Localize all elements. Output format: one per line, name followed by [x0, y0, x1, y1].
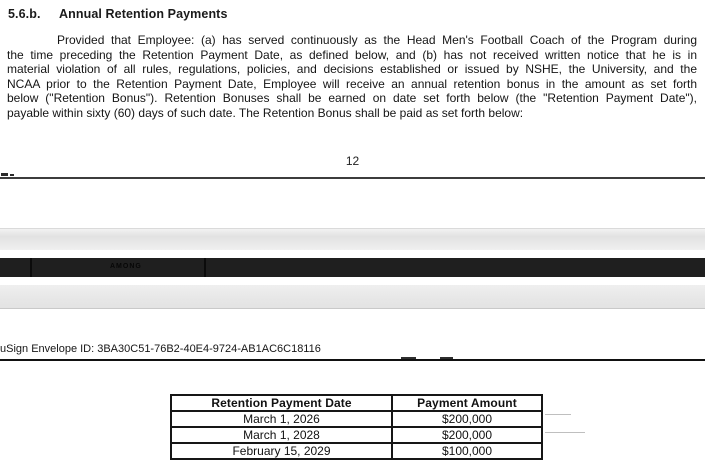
scan-edge-mark [10, 174, 14, 176]
page-bottom-rule [0, 177, 705, 179]
table-cell-date: March 1, 2026 [171, 411, 392, 427]
scan-speckle [545, 414, 571, 415]
table-header-row [171, 395, 542, 411]
table-cell-amount: $200,000 [392, 411, 542, 427]
table-row [171, 411, 542, 427]
section-heading [8, 7, 228, 21]
paragraph-line: payable within sixty (60) days of such date. The Retention Bonus shall be paid as set forth below: [7, 105, 524, 120]
table-cell-amount: $100,000 [392, 443, 542, 459]
table-row [171, 443, 542, 459]
table-header-retention-payment-date: Retention Payment Date [171, 395, 392, 411]
paragraph-line: below ("Retention Bonus"). Retention Bonuses shall be earned on date set forth below (the "Retention Payment Date"), [7, 91, 697, 106]
table-header-payment-amount: Payment Amount [392, 395, 542, 411]
scan-speckle [545, 432, 585, 433]
page-number: 12 [345, 154, 360, 168]
redaction-bar-divider [30, 258, 32, 277]
table-row [171, 427, 542, 443]
paragraph-line: NCAA prior to the Retention Payment Date, Employee will receive an annual retention bonus in the amount as set forth [7, 76, 697, 91]
retention-payments-table [170, 394, 543, 460]
redaction-bar-divider [204, 258, 206, 277]
scan-gray-band-bottom [0, 285, 705, 309]
scan-edge-mark [1, 173, 8, 176]
paragraph-line: the time preceding the Retention Payment Date, as defined below, and (b) has not received written notice that he is in [7, 47, 697, 62]
paragraph-line: Provided that Employee: (a) has served continuously as the Head Men's Football Coach of the Program during [57, 33, 697, 47]
section-title: Annual Retention Payments [59, 7, 228, 21]
table-cell-date: March 1, 2028 [171, 427, 392, 443]
table-cell-date: February 15, 2029 [171, 443, 392, 459]
paragraph-line: material violation of all rules, regulations, policies, and decisions established or issued by NSHE, the University, and the [7, 62, 697, 77]
page-top-rule [0, 359, 705, 361]
section-number: 5.6.b. [8, 7, 41, 21]
redaction-black-bar [0, 258, 705, 277]
envelope-id-text: uSign Envelope ID: 3BA30C51-76B2-40E4-9724-AB1AC6C18116 [0, 343, 321, 355]
body-paragraph [7, 33, 697, 121]
redaction-artifact-text: AMONG [110, 263, 142, 270]
scan-gray-band-top [0, 228, 705, 250]
table-cell-amount: $200,000 [392, 427, 542, 443]
